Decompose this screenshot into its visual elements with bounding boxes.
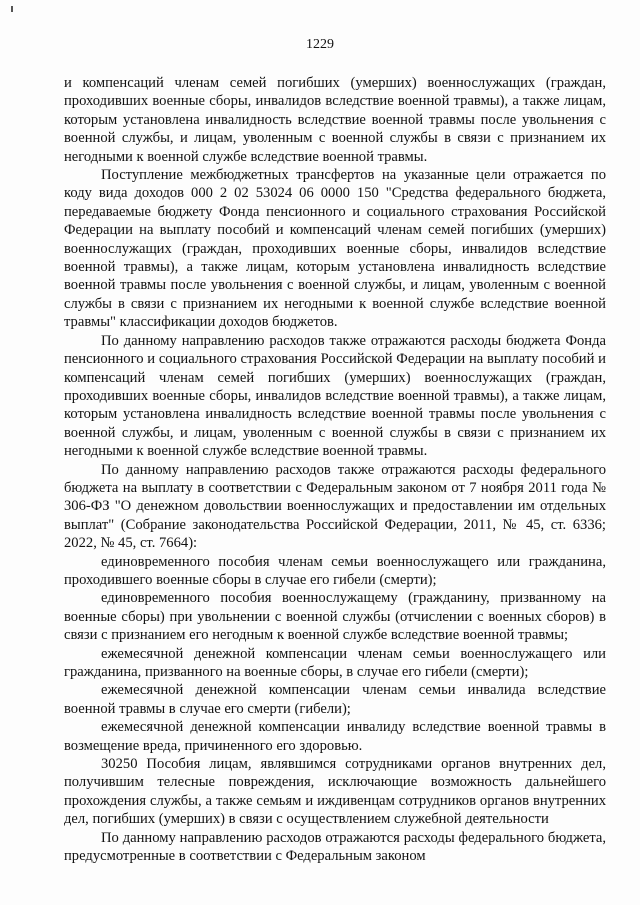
paragraph-direction-expenses: По данному направлению расходов отражаются расходы федерального бюджета, предусмотренные в соответствии с Федеральным законом bbox=[64, 829, 606, 865]
list-item-lump-sum-family: единовременного пособия членам семьи военнослужащего или гражданина, проходившего военные сборы в случае его гибели (смерти); bbox=[64, 553, 606, 588]
scan-mark bbox=[11, 6, 13, 12]
list-item-monthly-family-disabled: ежемесячной денежной компенсации членам семьи инвалида вследствие военной травмы в случае его смерти (гибели); bbox=[64, 682, 606, 717]
paragraph-transfers-income: Поступление межбюджетных трансфертов на указанные цели отражается по коду вида доходов 000 2 02 53024 06 0000 150 "Средства федерального бюджета, передаваемые бюджету Фонда пенсионного и социального страхования Российской Федерации на выплату пособий и компенсаций членам семей погибших (умерших) военнослужащих (граждан, проходивших военные сборы, инвалидов вследствие военной травмы), а также лицам, которым установлена инвалидность вследствие военной травмы после увольнения с военной службы, и лицам, уволенным с военной службы в связи с признанием их негодными к военной службе вследствие военной травмы" классификации доходов бюджетов. bbox=[64, 167, 606, 331]
paragraph-fund-expenses: По данному направлению расходов также отражаются расходы бюджета Фонда пенсионного и социального страхования Российской Федерации на выплату пособий и компенсаций членам семей погибших (умерших) военнослужащих (граждан, проходивших военные сборы, инвалидов вследствие военной травмы), а также лицам, которым установлена инвалидность вследствие военной травмы после увольнения с военной службы, и лицам, уволенным с военной службы в связи с признанием их негодными к военной службе вследствие военной травмы. bbox=[64, 332, 606, 460]
paragraph-continuation: и компенсаций членам семей погибших (умерших) военнослужащих (граждан, проходивших военные сборы, инвалидов вследствие военной травмы), а также лицам, которым установлена инвалидность вследствие военной травмы после увольнения с военной службы, и лицам, уволенным с военной службы в связи с признанием их негодными к военной службе вследствие военной травмы. bbox=[64, 75, 606, 165]
list-item-monthly-disabled: ежемесячной денежной компенсации инвалиду вследствие военной травмы в возмещение вреда, причиненного его здоровью. bbox=[64, 719, 606, 754]
document-body bbox=[64, 74, 606, 865]
list-item-lump-sum-serviceman: единовременного пособия военнослужащему (гражданину, призванному на военные сборы) при увольнении с военной службы (отчислении с военных сборов) в связи с признанием его негодным к военной службе вследствие военной травмы; bbox=[64, 590, 606, 644]
paragraph-federal-budget-306fz: По данному направлению расходов также отражаются расходы федерального бюджета на выплату в соответствии с Федеральным законом от 7 ноября 2011 года № 306-ФЗ "О денежном довольствии военнослужащих и предоставлении им отдельных выплат" (Собрание законодательства Российской Федерации, 2011, № 45, ст. 6336; 2022, № 45, ст. 7664): bbox=[64, 461, 606, 552]
page-number: 1229 bbox=[306, 37, 334, 52]
list-item-monthly-family: ежемесячной денежной компенсации членам семьи военнослужащего или гражданина, призванного на военные сборы, в случае его гибели (смерти); bbox=[64, 645, 606, 680]
paragraph-code-30250: 30250 Пособия лицам, являвшимся сотрудниками органов внутренних дел, получившим телесные повреждения, исключающие возможность дальнейшего прохождения службы, а также семьям и иждивенцам сотрудников органов внутренних дел, погибших (умерших) в связи с осуществлением служебной деятельности bbox=[64, 756, 606, 828]
